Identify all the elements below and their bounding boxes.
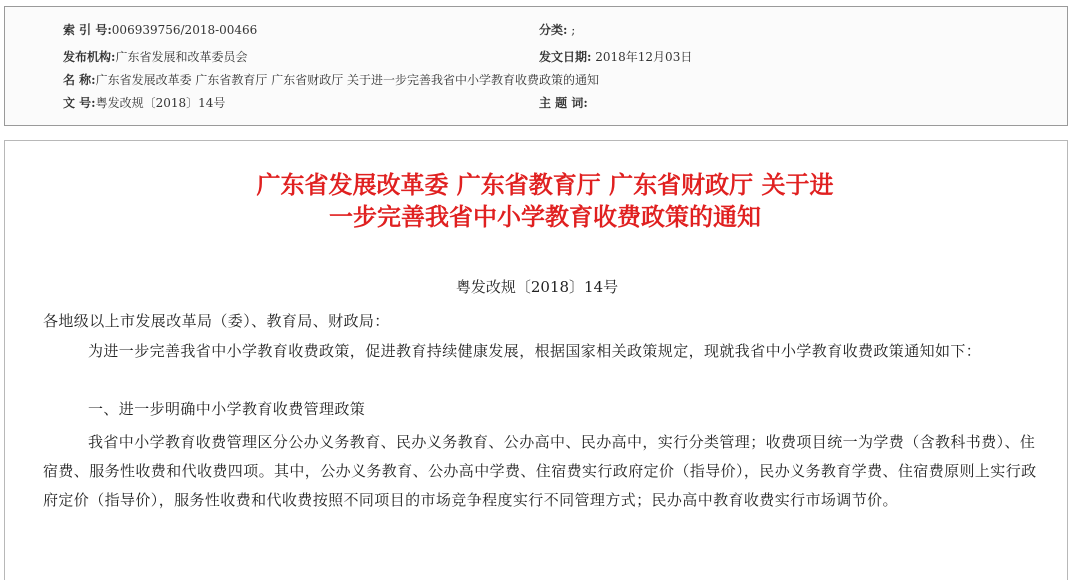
meta-subject-label: 主 题 词: <box>539 96 588 110</box>
meta-subject <box>539 95 588 111</box>
meta-index <box>63 22 257 38</box>
meta-date-value: 2018年12月03日 <box>591 50 693 64</box>
section-body-paragraph: 我省中小学教育收费管理区分公办义务教育、民办义务教育、公办高中、民办高中，实行分类管理；收费项目统一为学费（含教科书费）、住宿费、服务性收费和代收费四项。其中，公办义务教育、公办高中学费、住宿费实行政府定价（指导价），民办义务教育学费、住宿费原则上实行政府定价（指导价），服务性收费和代收费按照不同项目的市场竞争程度实行不同管理方式；民办高中教育收费实行市场调节价。 <box>43 433 1037 509</box>
document-metadata-panel <box>4 6 1068 126</box>
meta-date-label: 发文日期: <box>539 50 592 64</box>
document-number: 粤发改规〔2018〕14号 <box>455 278 619 296</box>
meta-category-label: 分类: <box>539 23 568 37</box>
document-intro-paragraph: 为进一步完善我省中小学教育收费政策，促进教育持续健康发展，根据国家相关政策规定，现就我省中小学教育收费政策通知如下： <box>88 342 982 360</box>
meta-index-value: 006939756/2018-00466 <box>111 23 258 37</box>
meta-category-value: ; <box>567 23 576 37</box>
meta-doc-no <box>63 95 225 111</box>
meta-doc-no-label: 文 号: <box>63 96 96 110</box>
section-heading: 一、进一步明确中小学教育收费管理政策 <box>88 400 366 418</box>
meta-name-label: 名 称: <box>63 73 96 87</box>
meta-index-label: 索 引 号: <box>63 23 112 37</box>
document-body <box>4 140 1068 580</box>
meta-name-value: 广东省发展改革委 广东省教育厅 广东省财政厅 关于进一步完善我省中小学教育收费政策的通知 <box>95 73 600 87</box>
meta-issuer-value: 广东省发展和改革委员会 <box>115 50 248 64</box>
meta-doc-no-value: 粤发改规〔2018〕14号 <box>95 96 226 110</box>
document-addressee: 各地级以上市发展改革局（委）、教育局、财政局： <box>43 312 390 330</box>
meta-date <box>539 49 692 65</box>
meta-issuer <box>63 49 247 65</box>
meta-issuer-label: 发布机构: <box>63 50 116 64</box>
meta-name <box>63 72 599 88</box>
meta-category <box>539 22 575 38</box>
document-title: 广东省发展改革委 广东省教育厅 广东省财政厅 关于进一步完善我省中小学教育收费政策的通知 <box>256 171 834 231</box>
